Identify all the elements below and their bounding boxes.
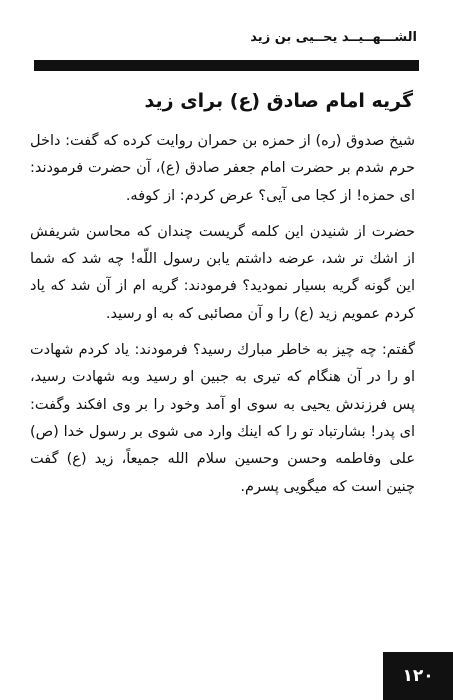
- paragraph-1: شيخ صدوق (ره) از حمزه بن حمران روايت كرده كه گفت: داخل حرم شدم بر حضرت امام جعفر صادق (ع)، آن حضرت فرمودند: اى حمزه! از كجا مى آيى؟ عرض كردم: از كوفه.: [30, 133, 415, 204]
- header-rule: [34, 60, 419, 71]
- paragraph-2: حضرت از شنيدن اين كلمه گريست چندان كه محاسن شريفش از اشك تر شد، عرضه داشتم يابن رسول اللّه! چه شد كه شما اين گونه گريه بسيار نموديد؟ فرمودند: گريه ام از آن شد كه ياد كردم عمويم زيد (ع) را و آن مصائبى كه به او رسيد.: [30, 223, 415, 322]
- paragraph-3: گفتم: چه چيز به خاطر مبارك رسيد؟ فرمودند: ياد كردم شهادت او را در آن هنگام كه تيرى به جبين او رسيد وبه شهادت رسيد، پس فرزندش يحيى به سوى او آمد وخود را بر وى افكند وگفت: اى پدر! بشارتباد تو را كه اينك وارد مى شوى بر رسول خدا (ص) على وفاطمه وحسن وحسين سلام الله جميعاً، زيد (ع) گفت چنين است كه ميگويى پسرم.: [30, 342, 415, 495]
- body-text: [30, 128, 415, 510]
- page-number: ١٢٠: [383, 652, 453, 700]
- section-heading: گريه امام صادق (ع) براى زيد: [144, 90, 413, 112]
- running-header: الشـــهــيــد يحــيى بن زيد: [250, 30, 417, 45]
